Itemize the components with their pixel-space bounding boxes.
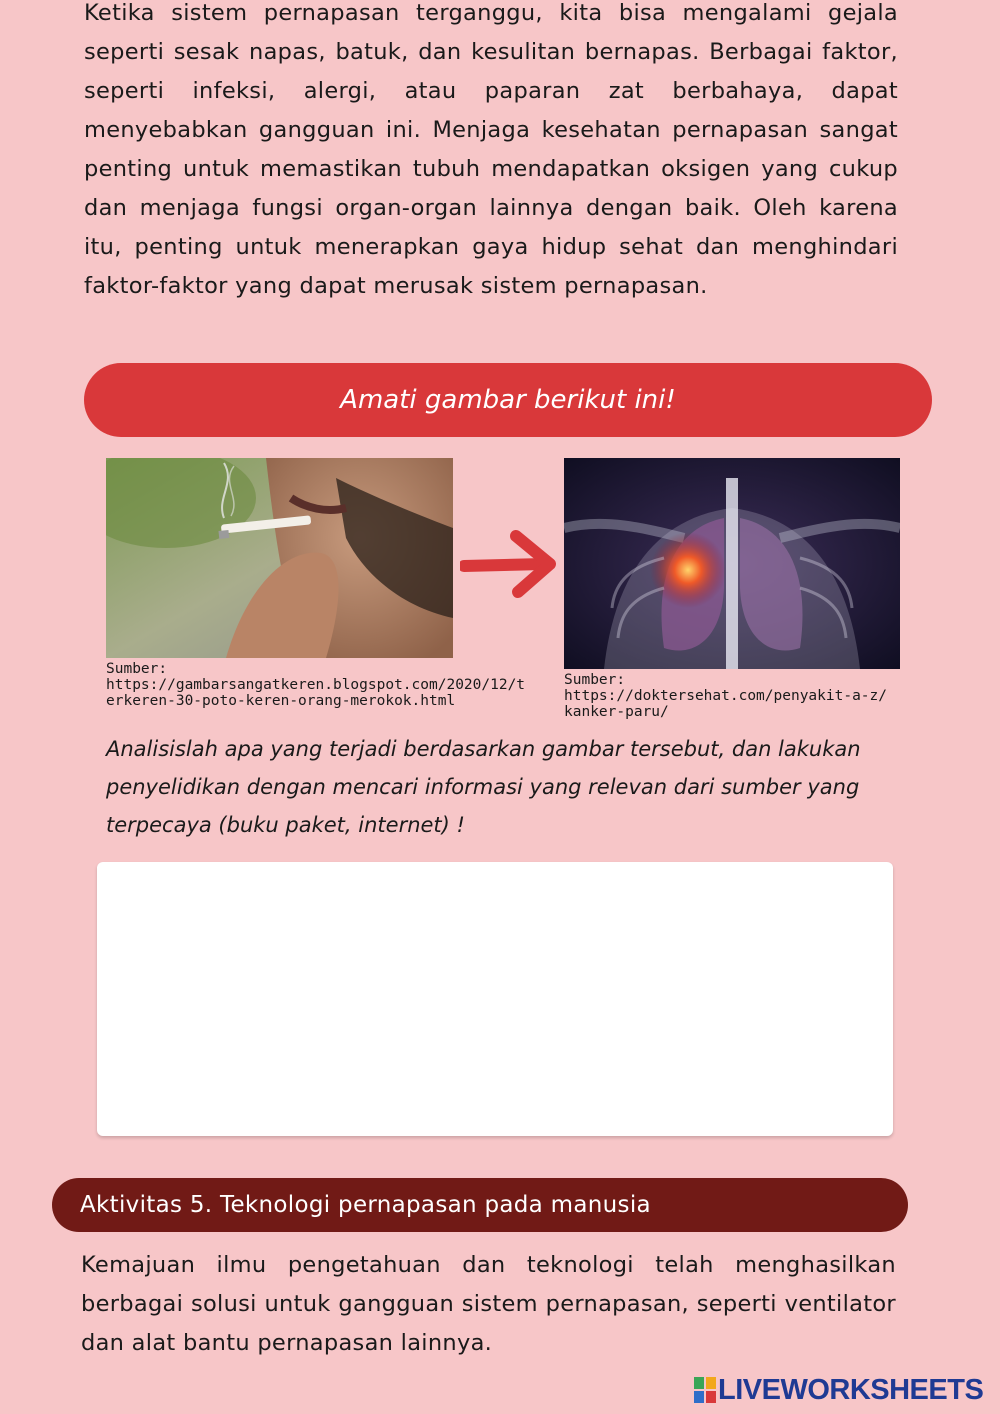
liveworksheets-wordmark: LIVEWORKSHEETS (718, 1373, 984, 1406)
analysis-instruction: Analisislah apa yang terjadi berdasarkan gambar tersebut, dan lakukan penyelidikan dengan mencari informasi yang relevan dari sumber yang terpecaya (buku paket, internet) ! (106, 737, 861, 837)
left-image-source-caption (106, 661, 526, 709)
section-title-bar: Aktivitas 5. Teknologi pernapasan pada manusia (52, 1178, 908, 1232)
smoking-man-photo (106, 458, 453, 658)
outro-paragraph: Kemajuan ilmu pengetahuan dan teknologi telah menghasilkan berbagai solusi untuk gangguan sistem pernapasan, seperti ventilator dan alat bantu pernapasan lainnya. (81, 1252, 896, 1356)
left-caption-label: Sumber: (106, 661, 168, 677)
left-caption-url: https://gambarsangatkeren.blogspot.com/2020/12/terkeren-30-poto-keren-orang-merokok.html (106, 677, 526, 709)
lung-cancer-illustration (564, 458, 900, 669)
liveworksheets-logo (694, 1374, 994, 1406)
answer-textbox[interactable] (97, 862, 893, 1136)
liveworksheets-logo-icon (694, 1377, 716, 1403)
right-caption-url: https://doktersehat.com/penyakit-a-z/kanker-paru/ (564, 688, 888, 720)
intro-paragraph: Ketika sistem pernapasan terganggu, kita bisa mengalami gejala seperti sesak napas, batuk, dan kesulitan bernapas. Berbagai faktor, seperti infeksi, alergi, atau paparan zat berbahaya, dapat menyebabkan gangguan ini. Menjaga kesehatan pernapasan sangat penting untuk memastikan tubuh mendapatkan oksigen yang cukup dan menjaga fungsi organ-organ lainnya dengan baik. Oleh karena itu, penting untuk menerapkan gaya hidup sehat dan menghindari faktor-faktor yang dapat merusak sistem pernapasan. (84, 0, 898, 299)
observe-banner: Amati gambar berikut ini! (84, 363, 932, 437)
arrow-right-icon (460, 528, 560, 600)
right-caption-label: Sumber: (564, 672, 626, 688)
right-image-source-caption (564, 672, 894, 720)
